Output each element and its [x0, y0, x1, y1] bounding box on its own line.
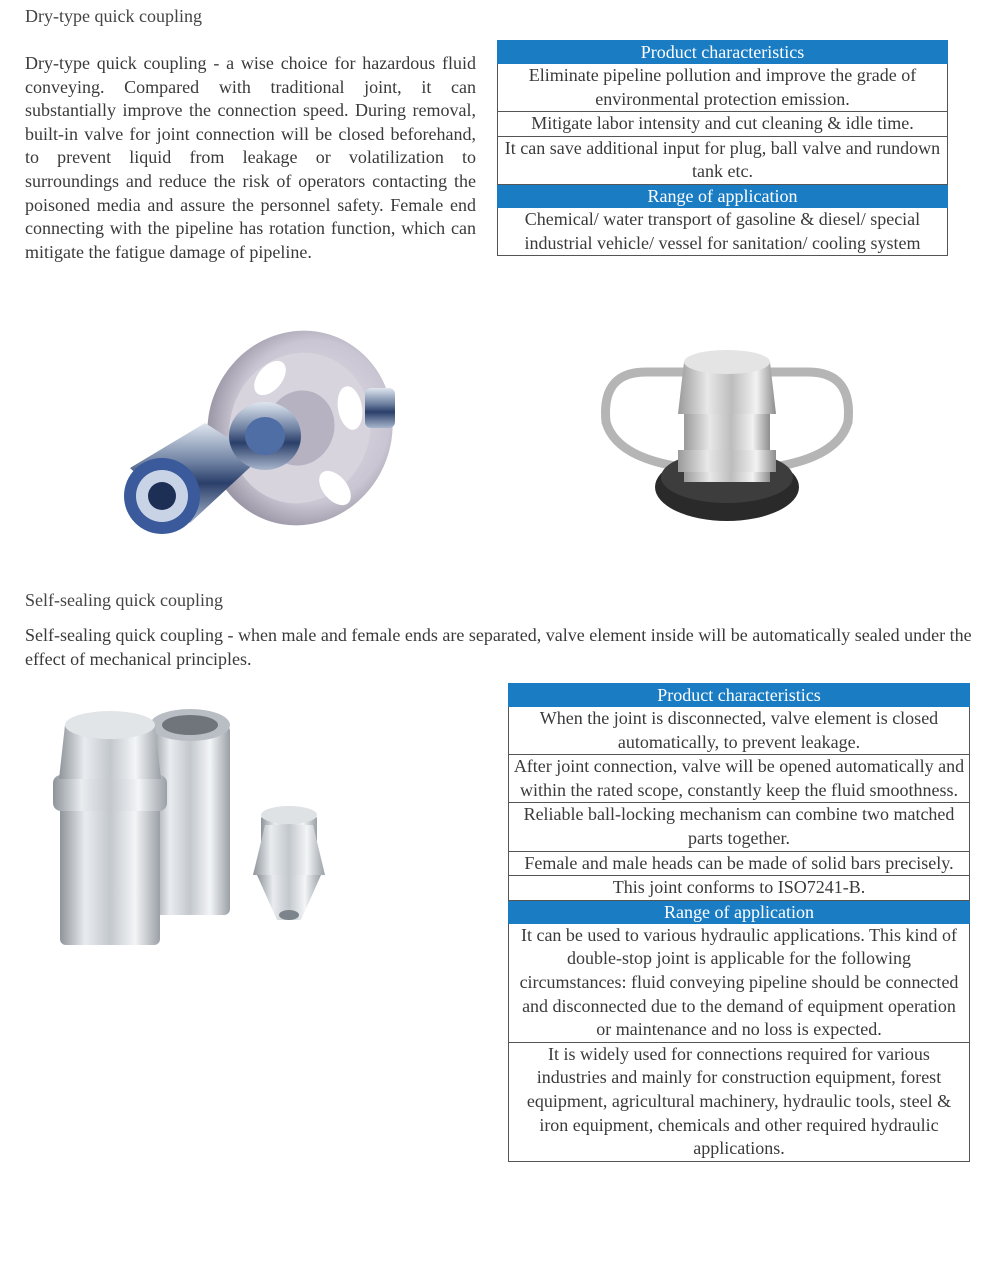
self-characteristic-item: After joint connection, valve will be opened automatically and within the rated scope, constantly keep the fluid smoothness.: [509, 755, 970, 803]
self-paragraph: Self-sealing quick coupling - when male and female ends are separated, valve element inside will be automatically sealed under the effect of mechanical principles.: [25, 625, 972, 669]
self-application-item: It is widely used for connections required for various industries and mainly for construction equipment, forest equipment, agricultural machinery, hydraulic tools, steel & iron equipment, chemicals and other required hydraulic applications.: [509, 1042, 970, 1161]
self-application-item: It can be used to various hydraulic applications. This kind of double-stop joint is applicable for the following circumstances: fluid conveying pipeline should be connected and disconnected due to the demand of equipment operation or maintenance and no loss is expected.: [509, 923, 970, 1042]
self-characteristic-item: Female and male heads can be made of solid bars precisely.: [509, 851, 970, 876]
dry-application-item: Chemical/ water transport of gasoline & diesel/ special industrial vehicle/ vessel for sanitation/ cooling system: [498, 207, 948, 255]
self-characteristic-item: This joint conforms to ISO7241-B.: [509, 876, 970, 901]
self-heading: Self-sealing quick coupling: [25, 590, 223, 610]
self-spec-table: [508, 683, 970, 1162]
dry-application-header: Range of application: [498, 184, 948, 207]
dry-characteristic-item: Mitigate labor intensity and cut cleaning & idle time.: [498, 112, 948, 137]
self-sealing-coupling-photo: [35, 695, 375, 955]
dry-spec-table: [497, 40, 948, 256]
dry-coupling-handle-photo: [596, 342, 858, 522]
self-application-header: Range of application: [509, 900, 970, 923]
dry-characteristic-item: It can save additional input for plug, ball valve and rundown tank etc.: [498, 136, 948, 184]
dry-characteristic-item: Eliminate pipeline pollution and improve the grade of environmental protection emission.: [498, 64, 948, 112]
self-characteristic-item: When the joint is disconnected, valve element is closed automatically, to prevent leakage.: [509, 707, 970, 755]
self-characteristic-item: Reliable ball-locking mechanism can combine two matched parts together.: [509, 803, 970, 851]
dry-coupling-wheel-photo: [110, 318, 410, 558]
dry-characteristics-header: Product characteristics: [498, 41, 948, 64]
dry-paragraph: Dry-type quick coupling - a wise choice for hazardous fluid conveying. Compared with traditional joint, it can substantially improve the connection speed. During removal, built-in valve for joint connection will be closed beforehand, to prevent liquid from leakage or volatilization to surroundings and reduce the risk of operators contacting the poisoned media and assure the personnel safety. Female end connecting with the pipeline has rotation function, which can mitigate the fatigue damage of pipeline.: [25, 53, 476, 262]
self-characteristics-header: Product characteristics: [509, 684, 970, 707]
dry-heading: Dry-type quick coupling: [25, 6, 202, 26]
